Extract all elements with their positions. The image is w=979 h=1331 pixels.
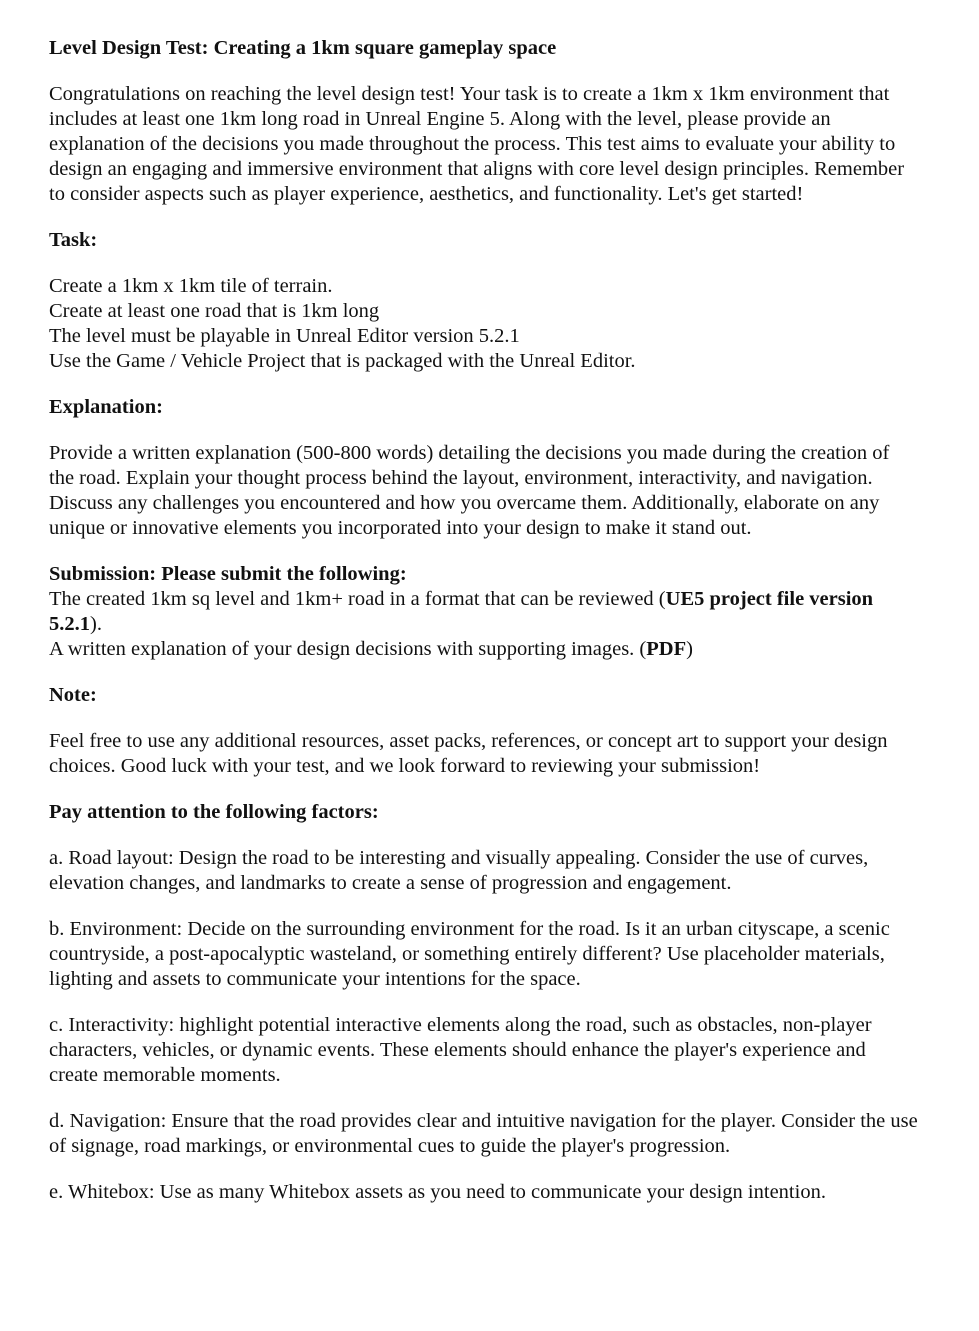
note-paragraph: Feel free to use any additional resources, asset packs, references, or concept art to support your design choices. Good luck with your test, and we look forward to reviewing your submission! [49, 730, 888, 777]
note-heading: Note: [49, 684, 97, 706]
submission-heading: Submission: Please submit the following: [49, 563, 407, 585]
intro-paragraph: Congratulations on reaching the level design test! Your task is to create a 1km x 1km environment that includes at least one 1km long road in Unreal Engine 5. Along with the level, please provide an explanation of the decisions you made throughout the process. This test aims to evaluate your ability to design an engaging and immersive environment that aligns with core level design principles. Remember to consider aspects such as player experience, aesthetics, and functionality. Let's get started! [49, 83, 905, 205]
document-title: Level Design Test: Creating a 1km square gameplay space [49, 37, 557, 59]
submission-line-2-text: A written explanation of your design decisions with supporting images. ( [49, 638, 647, 660]
explanation-paragraph: Provide a written explanation (500-800 words) detailing the decisions you made during the creation of the road. Explain your thought process behind the layout, environment, interactivity, and navigation. Discuss any challenges you encountered and how you overcame them. Additionally, elaborate on any unique or innovative elements you incorporated into your design to make it stand out. [49, 442, 890, 539]
factor-item: d. Navigation: Ensure that the road provides clear and intuitive navigation for the player. Consider the use of signage, road markings, or environmental cues to guide the player's progression. [49, 1110, 918, 1157]
submission-line-1-text: The created 1km sq level and 1km+ road in a format that can be reviewed ( [49, 588, 666, 610]
submission-block [49, 562, 919, 662]
submission-line-1-end: ). [90, 613, 102, 635]
factor-item: a. Road layout: Design the road to be interesting and visually appealing. Consider the use of curves, elevation changes, and landmarks to create a sense of progression and engagement. [49, 847, 869, 894]
submission-line-1-bold: UE5 project file version 5.2.1 [49, 588, 874, 635]
submission-line-2 [49, 637, 919, 662]
task-list [49, 274, 919, 374]
explanation-heading: Explanation: [49, 396, 163, 418]
factors-heading: Pay attention to the following factors: [49, 801, 379, 823]
factor-item: b. Environment: Decide on the surrounding environment for the road. Is it an urban cityscape, a scenic countryside, a post-apocalyptic wasteland, or something entirely different? Use placeholder materials, lighting and assets to communicate your intentions for the space. [49, 918, 890, 990]
submission-line-1 [49, 587, 919, 637]
submission-line-2-bold: PDF [646, 638, 687, 660]
task-line: Create a 1km x 1km tile of terrain. [49, 275, 333, 297]
factor-item: c. Interactivity: highlight potential interactive elements along the road, such as obstacles, non-player characters, vehicles, or dynamic events. These elements should enhance the player's experience and create memorable moments. [49, 1014, 872, 1086]
task-line: Create at least one road that is 1km long [49, 300, 380, 322]
task-heading: Task: [49, 229, 98, 251]
task-line: Use the Game / Vehicle Project that is packaged with the Unreal Editor. [49, 350, 636, 372]
task-line: The level must be playable in Unreal Editor version 5.2.1 [49, 325, 520, 347]
submission-line-2-end: ) [686, 638, 693, 660]
factor-item: e. Whitebox: Use as many Whitebox assets as you need to communicate your design intention. [49, 1181, 826, 1203]
